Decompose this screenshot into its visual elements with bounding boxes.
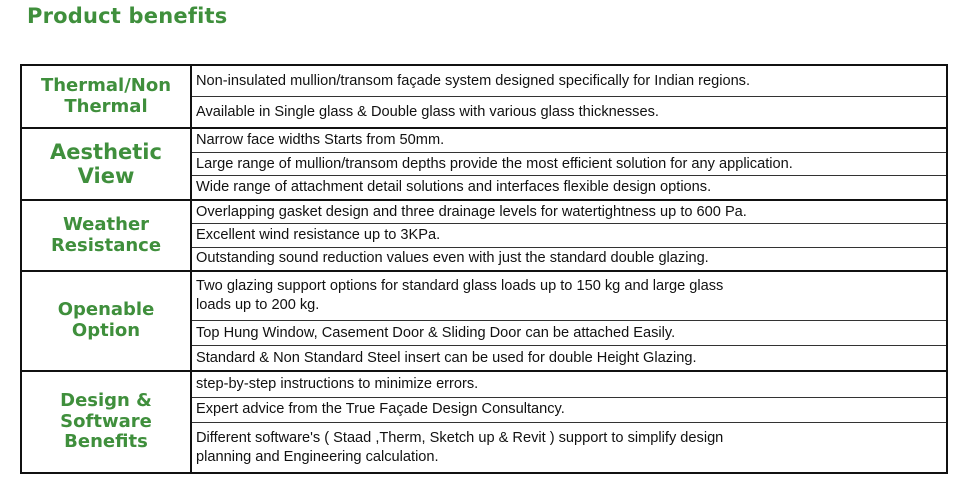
benefit-item: Two glazing support options for standard glass loads up to 150 kg and large glass loads up to 200 kg. [196,278,724,313]
benefit-item: step-by-step instructions to minimize errors. [196,375,479,392]
group-items [192,272,946,370]
benefit-item: Standard & Non Standard Steel insert can be used for double Height Glazing. [192,345,946,370]
benefit-item: Large range of mullion/transom depths provide the most efficient solution for any application. [192,152,946,176]
group-thermal [22,66,946,127]
benefit-item: Available in Single glass & Double glass with various glass thicknesses. [192,96,946,127]
benefit-item: Non-insulated mullion/transom façade system designed specifically for Indian regions. [196,72,751,89]
benefit-item: Wide range of attachment detail solutions and interfaces flexible design options. [192,175,946,199]
group-items [192,129,946,199]
group-design-software [22,370,946,472]
group-items [192,66,946,127]
benefits-table [20,64,948,474]
group-label: Weather Resistance [22,201,192,270]
group-label: Design & Software Benefits [22,372,192,472]
benefit-item: Overlapping gasket design and three drainage levels for watertightness up to 600 Pa. [196,203,747,220]
group-weather [22,199,946,270]
group-openable [22,270,946,370]
benefit-item: Top Hung Window, Casement Door & Sliding Door can be attached Easily. [192,320,946,345]
benefit-item: Different software's ( Staad ,Therm, Sketch up & Revit ) support to simplify design planning and Engineering calculation. [192,422,946,472]
benefit-item: Outstanding sound reduction values even with just the standard double glazing. [192,247,946,270]
page-title: Product benefits [27,4,228,28]
benefit-item: Excellent wind resistance up to 3KPa. [192,223,946,246]
group-items [192,372,946,472]
group-label: Aesthetic View [22,129,192,199]
group-label: Openable Option [22,272,192,370]
group-aesthetic [22,127,946,199]
benefit-item: Expert advice from the True Façade Design Consultancy. [192,397,946,423]
group-label: Thermal/Non Thermal [22,66,192,127]
group-items [192,201,946,270]
benefit-item: Narrow face widths Starts from 50mm. [196,132,445,148]
